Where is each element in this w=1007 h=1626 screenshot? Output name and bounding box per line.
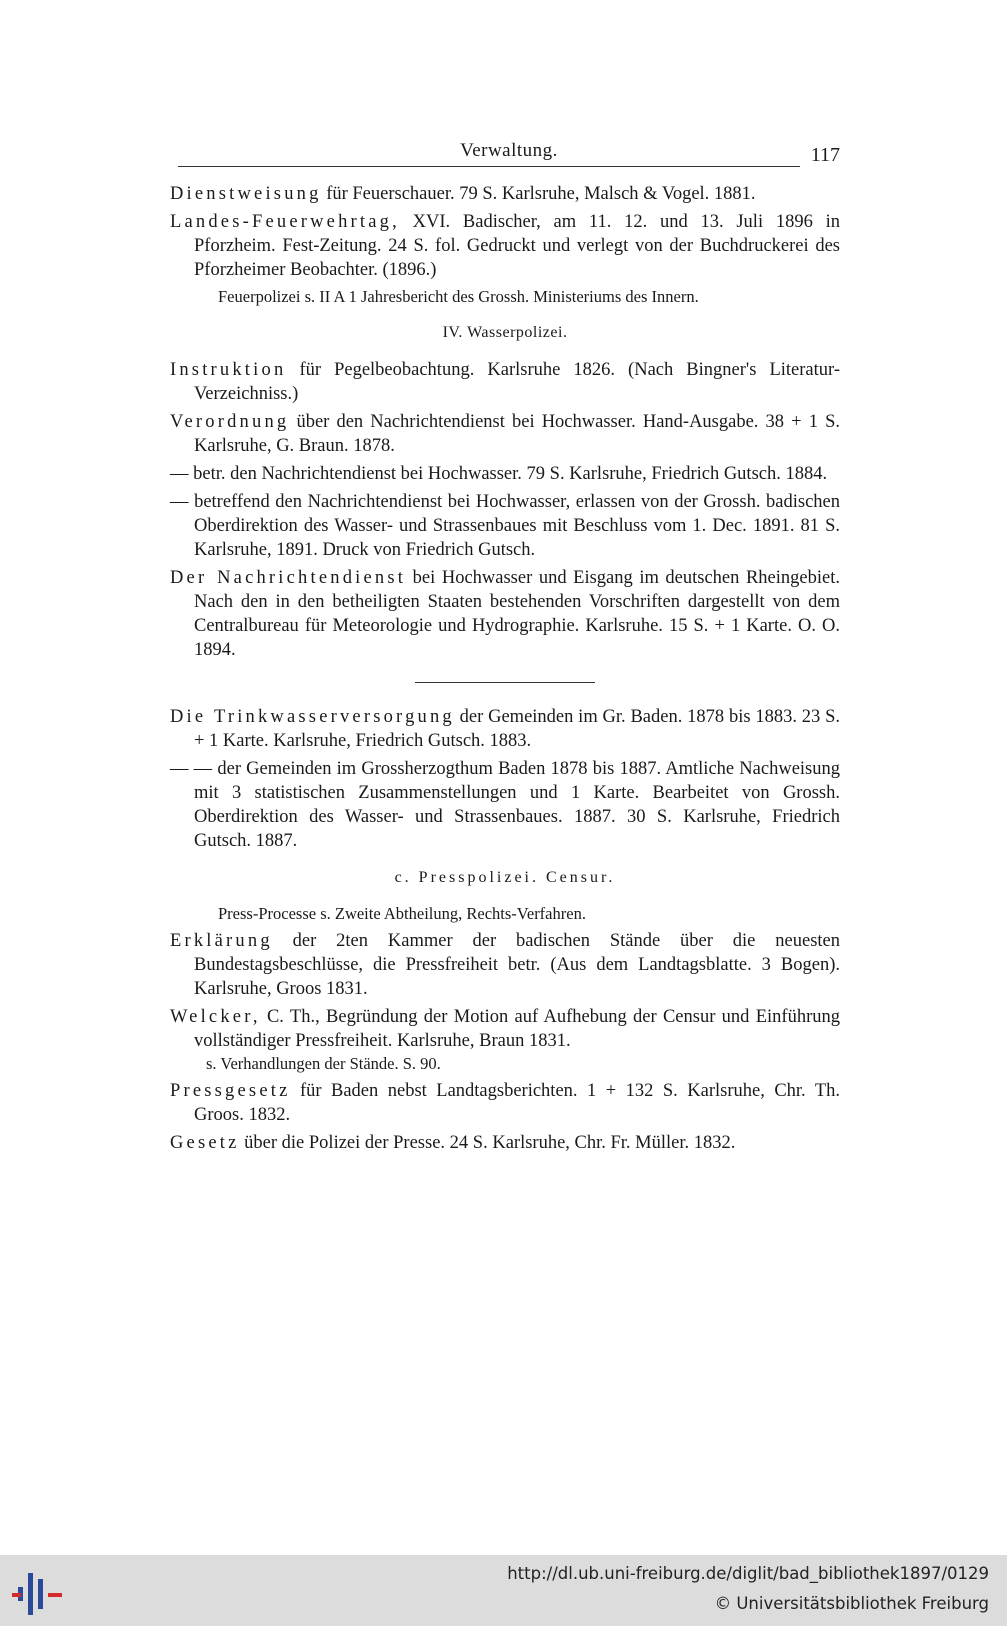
entry-keyword: Gesetz (170, 1133, 240, 1153)
bibliography-entry (170, 462, 840, 486)
entry-keyword: Die Trinkwasserversorgung (170, 707, 455, 727)
ub-freiburg-logo-icon (12, 1565, 66, 1617)
viewer-footer (0, 1555, 1007, 1626)
entry-list-wasserpolizei (170, 358, 840, 662)
entry-keyword: Erklärung (170, 931, 273, 951)
entry-text: betr. den Nachrichtendienst bei Hochwasser. 79 S. Karlsruhe, Friedrich Gutsch. 1884. (188, 464, 828, 484)
entry-text: XVI. Badischer, am 11. 12. und 13. Juli 1896 in Pforzheim. Fest-Zeitung. 24 S. fol. Gedruckt und verlegt von der Buchdruckerei des Pforzheimer Beobachter. (1896.) (194, 212, 840, 280)
entry-keyword: Welcker, (170, 1007, 261, 1027)
header-rule (178, 166, 800, 167)
bibliography-entry (170, 705, 840, 753)
bibliography-entry (170, 1005, 840, 1053)
bibliography-entry (170, 1079, 840, 1127)
entry-text: betreffend den Nachrichtendienst bei Hochwasser, erlassen von der Grossh. badischen Oberdirektion des Wasser- und Strassenbaues mit Beschluss vom 1. Dec. 1891. 81 S. Karlsruhe, 1891. Druck von Friedrich Gutsch. (188, 492, 840, 560)
entry-keyword: Instruktion (170, 360, 287, 380)
page-body (170, 182, 840, 1159)
bibliography-entry (170, 566, 840, 662)
entry-dash: — — (170, 759, 213, 779)
cross-reference-note: Feuerpolizei s. II A 1 Jahresbericht des Grossh. Ministeriums des Innern. (218, 287, 699, 306)
entry-text: C. Th., Begründung der Motion auf Aufhebung der Censur und Einführung vollständiger Pressfreiheit. Karlsruhe, Braun 1831. (194, 1007, 840, 1051)
entry-text: der Gemeinden im Grossherzogthum Baden 1878 bis 1887. Amtliche Nachweisung mit 3 statistischen Zusammenstellungen und 1 Karte. Bearbeitet von Grossh. Oberdirektion des Wasser- und Strassenbaues. 1887. 30 S. Karlsruhe, Friedrich Gutsch. 1887. (194, 759, 840, 851)
entry-text: für Pegelbeobachtung. Karlsruhe 1826. (Nach Bingner's Literatur-Verzeichniss.) (194, 360, 840, 404)
entry-keyword: Pressgesetz (170, 1081, 291, 1101)
entry-keyword: Dienstweisung (170, 184, 322, 204)
bibliography-entry (170, 757, 840, 853)
section-heading-presspolizei: c. Presspolizei. Censur. (394, 869, 616, 886)
bibliography-entry (170, 182, 840, 206)
bibliography-entry (170, 929, 840, 1001)
entry-list-presspolizei (170, 903, 840, 1155)
running-header (178, 140, 840, 170)
cross-reference-note: Press-Processe s. Zweite Abtheilung, Rechts-Verfahren. (218, 904, 586, 923)
page-permalink[interactable]: http://dl.ub.uni-freiburg.de/diglit/bad_bibliothek1897/0129 (507, 1564, 989, 1583)
bibliography-entry (170, 410, 840, 458)
entry-dash: — (170, 492, 189, 512)
entry-dash: — (170, 464, 189, 484)
entry-text: bei Hochwasser und Eisgang im deutschen Rheingebiet. Nach den in den betheiligten Staaten bestehenden Vorschriften dargestellt von dem Centralbureau für Meteorologie und Hydrographie. Karlsruhe. 15 S. + 1 Karte. O. O. 1894. (194, 568, 840, 660)
bibliography-entry (170, 1131, 840, 1155)
cross-reference-note: s. Verhandlungen der Stände. S. 90. (206, 1054, 441, 1073)
bibliography-entry (170, 210, 840, 282)
bibliography-entry (170, 490, 840, 562)
entry-list-trinkwasser (170, 705, 840, 853)
entry-keyword: Verordnung (170, 412, 290, 432)
entry-text: für Baden nebst Landtagsberichten. 1 + 132 S. Karlsruhe, Chr. Th. Groos. 1832. (194, 1081, 840, 1125)
entry-text: für Feuerschauer. 79 S. Karlsruhe, Malsch & Vogel. 1881. (321, 184, 756, 204)
entry-text: über den Nachrichtendienst bei Hochwasser. Hand-Ausgabe. 38 + 1 S. Karlsruhe, G. Braun. 1878. (194, 412, 840, 456)
entry-list-feuerpolizei (170, 182, 840, 308)
section-divider (415, 682, 595, 683)
entry-text: über die Polizei der Presse. 24 S. Karlsruhe, Chr. Fr. Müller. 1832. (239, 1133, 736, 1153)
entry-keyword: Landes-Feuerwehrtag, (170, 212, 400, 232)
copyright-notice: © Universitätsbibliothek Freiburg (714, 1594, 989, 1613)
bibliography-entry (170, 358, 840, 406)
entry-keyword: Der Nachrichtendienst (170, 568, 407, 588)
page-number: 117 (810, 144, 840, 166)
section-heading-wasserpolizei: IV. Wasserpolizei. (442, 324, 568, 341)
entry-text: der 2ten Kammer der badischen Stände über die neuesten Bundestagsbeschlüsse, die Pressfreiheit betr. (Aus dem Landtagsblatte. 3 Bogen). Karlsruhe, Groos 1831. (194, 931, 840, 999)
running-title: Verwaltung. (460, 140, 558, 161)
entry-text: der Gemeinden im Gr. Baden. 1878 bis 1883. 23 S. + 1 Karte. Karlsruhe, Friedrich Gutsch. 1883. (194, 707, 840, 751)
